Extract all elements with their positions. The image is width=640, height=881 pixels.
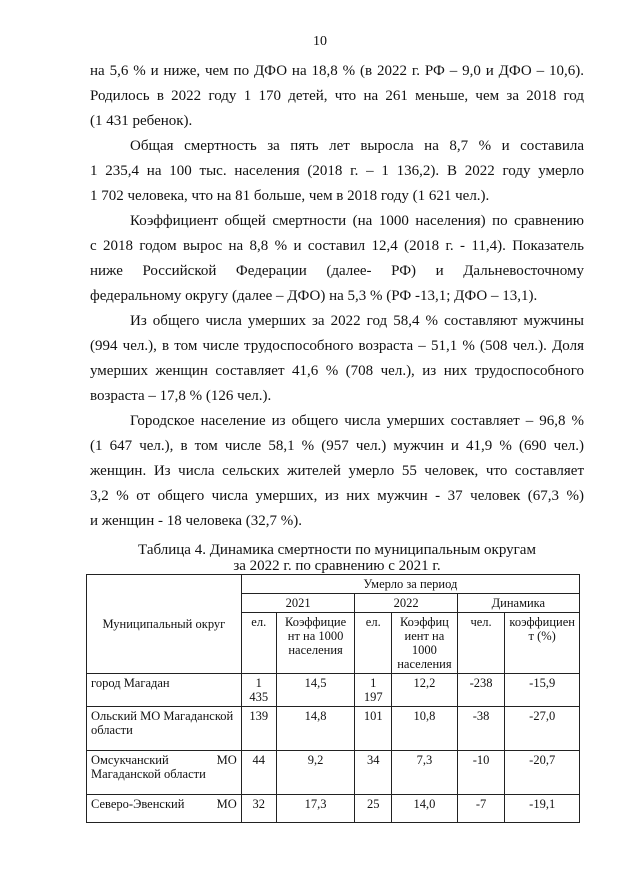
text-line: и женщин - 18 человека (32,7 %). [90,513,303,529]
header-units-2022: ел. [355,613,392,674]
table-row [87,707,580,751]
name-part: Северо-Эвенский [91,797,185,811]
cell-value: 14,5 [276,674,355,707]
text-line: федеральному округу (далее – ДФО) на 5,3 % (РФ -13,1; ДФО – 13,1). [90,288,538,304]
cell-value: -19,1 [505,795,580,823]
text-line: на 5,6 % и ниже, чем по ДФО на 18,8 % (в 2022 г. РФ – 9,0 и ДФО – 10,6). [90,63,584,79]
header-year-2021: 2021 [241,594,355,613]
mortality-table [86,574,580,823]
table-row [87,751,580,795]
name-part: МО [216,753,237,767]
table-row [87,795,580,823]
cell-value: 1 197 [355,674,392,707]
text-line: ниже Российской Федерации (далее- РФ) и Дальневосточному [90,263,584,279]
cell-value: 32 [241,795,276,823]
text-line: (994 чел.), в том числе трудоспособного возраста – 51,1 % (508 чел.). Доля [90,338,584,354]
cell-value: -15,9 [505,674,580,707]
cell-name: город Магадан [87,674,242,707]
header-coef-2021: Коэффицие нт на 1000 населения [276,613,355,674]
text-line: Общая смертность за пять лет выросла на 8,7 % и составила [130,138,584,154]
cell-value: -7 [457,795,505,823]
text-line: женщин. Из числа сельских жителей умерло 55 человек, что составляет [90,463,584,479]
header-dyn-people: чел. [457,613,505,674]
header-dyn-coef: коэффициен т (%) [505,613,580,674]
text-line: Коэффициент общей смертности (на 1000 населения) по сравнению [130,213,584,229]
cell-value: 1 435 [241,674,276,707]
cell-name [87,751,242,795]
cell-value: 17,3 [276,795,355,823]
cell-value: -10 [457,751,505,795]
text-line: (1 647 чел.), в том числе 58,1 % (957 чел.) мужчин и 41,9 % (690 чел.) [90,438,584,454]
table-row [87,674,580,707]
text-line: умерших женщин составляет 41,6 % (708 чел.), из них трудоспособного [90,363,584,379]
cell-value: 139 [241,707,276,751]
cell-value: -27,0 [505,707,580,751]
header-units-2021: ел. [241,613,276,674]
cell-value: 101 [355,707,392,751]
header-died: Умерло за период [241,575,579,594]
table-caption: Таблица 4. Динамика смертности по муниципальным округам [138,542,536,558]
cell-value: 7,3 [392,751,458,795]
header-municipality: Муниципальный округ [87,575,242,674]
text-line: 1 702 человека, что на 81 больше, чем в 2018 году (1 621 чел.). [90,188,490,204]
name-part: Магаданской области [91,767,206,781]
text-line: Из общего числа умерших за 2022 год 58,4 % составляют мужчины [130,313,584,329]
name-part: МО [216,797,237,811]
cell-value: -38 [457,707,505,751]
text-line: Городское население из общего числа умерших составляет – 96,8 % [130,413,584,429]
cell-name [87,795,242,823]
header-dynamics: Динамика [457,594,579,613]
cell-value: 14,8 [276,707,355,751]
text-line: возраста – 17,8 % (126 чел.). [90,388,272,404]
header-coef-2022: Коэффиц иент на 1000 населения [392,613,458,674]
cell-value: -238 [457,674,505,707]
page-number: 10 [313,34,327,49]
cell-value: 9,2 [276,751,355,795]
cell-value: 14,0 [392,795,458,823]
text-line: 3,2 % от общего числа умерших, из них мужчин - 37 человек (67,3 %) [90,488,584,504]
cell-name: Ольский МО Магаданской области [87,707,242,751]
cell-value: -20,7 [505,751,580,795]
cell-value: 10,8 [392,707,458,751]
cell-value: 44 [241,751,276,795]
cell-value: 34 [355,751,392,795]
cell-value: 25 [355,795,392,823]
text-line: с 2018 годом вырос на 8,8 % и составил 12,4 (2018 г. - 11,4). Показатель [90,238,584,254]
header-year-2022: 2022 [355,594,457,613]
text-line: Родилось в 2022 году 1 170 детей, что на 261 меньше, чем за 2018 год [90,88,584,104]
text-line: 1 235,4 на 100 тыс. населения (2018 г. – 1 136,2). В 2022 году умерло [90,163,584,179]
text-line: (1 431 ребенок). [90,113,193,129]
table-caption: за 2022 г. по сравнению с 2021 г. [233,558,441,574]
name-part: Омсукчанский [91,753,169,767]
cell-value: 12,2 [392,674,458,707]
